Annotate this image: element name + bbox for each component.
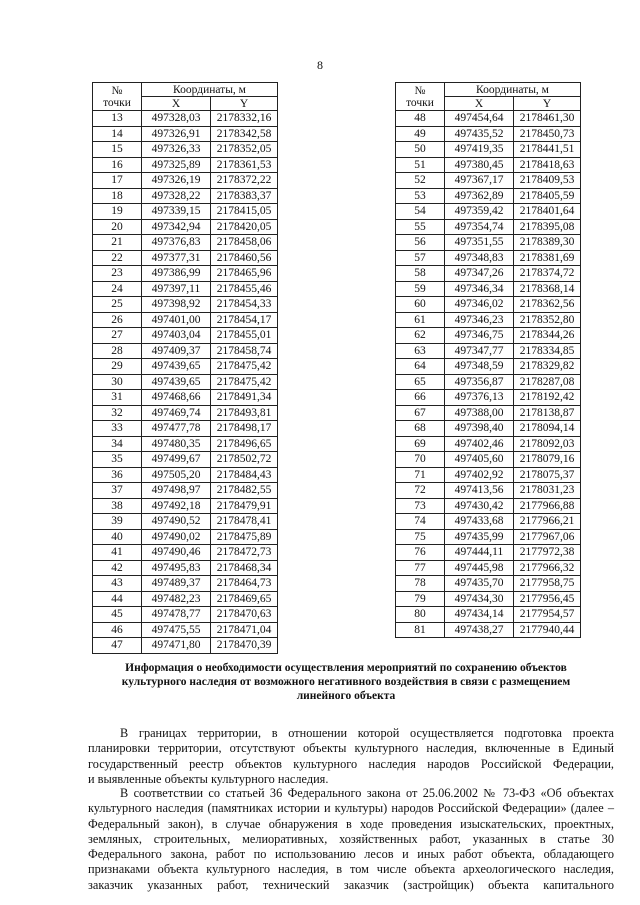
y-coordinate-cell: 2178482,55 bbox=[211, 483, 278, 499]
y-coordinate-cell: 2178468,34 bbox=[211, 560, 278, 576]
point-number-cell: 81 bbox=[396, 622, 445, 638]
y-coordinate-cell: 2178383,37 bbox=[211, 188, 278, 204]
y-coordinate-cell: 2177966,88 bbox=[514, 498, 581, 514]
x-coordinate-cell: 497477,78 bbox=[142, 421, 211, 437]
table-row bbox=[396, 622, 581, 638]
x-coordinate-cell: 497347,26 bbox=[445, 266, 514, 282]
x-coordinate-cell: 497351,55 bbox=[445, 235, 514, 251]
y-coordinate-cell: 2178395,08 bbox=[514, 219, 581, 235]
x-coordinate-cell: 497405,60 bbox=[445, 452, 514, 468]
point-number-cell: 24 bbox=[93, 281, 142, 297]
y-coordinate-cell: 2177967,06 bbox=[514, 529, 581, 545]
point-number-cell: 43 bbox=[93, 576, 142, 592]
table-row bbox=[93, 483, 278, 499]
point-number-cell: 79 bbox=[396, 591, 445, 607]
x-coordinate-cell: 497356,87 bbox=[445, 374, 514, 390]
x-coordinate-cell: 497490,02 bbox=[142, 529, 211, 545]
point-number-cell: 21 bbox=[93, 235, 142, 251]
y-coordinate-cell: 2178401,64 bbox=[514, 204, 581, 220]
table-row bbox=[396, 281, 581, 297]
y-coordinate-cell: 2178465,96 bbox=[211, 266, 278, 282]
x-coordinate-cell: 497377,31 bbox=[142, 250, 211, 266]
point-number-cell: 69 bbox=[396, 436, 445, 452]
y-coordinate-cell: 2178138,87 bbox=[514, 405, 581, 421]
y-coordinate-cell: 2178332,16 bbox=[211, 111, 278, 127]
y-coordinate-cell: 2177954,57 bbox=[514, 607, 581, 623]
x-coordinate-cell: 497489,37 bbox=[142, 576, 211, 592]
table-row bbox=[396, 266, 581, 282]
y-coordinate-cell: 2178479,91 bbox=[211, 498, 278, 514]
table-row bbox=[396, 529, 581, 545]
point-number-cell: 38 bbox=[93, 498, 142, 514]
table-row bbox=[93, 111, 278, 127]
x-coordinate-cell: 497430,42 bbox=[445, 498, 514, 514]
y-coordinate-cell: 2178368,14 bbox=[514, 281, 581, 297]
point-number-cell: 40 bbox=[93, 529, 142, 545]
table-row bbox=[396, 343, 581, 359]
y-coordinate-cell: 2178475,89 bbox=[211, 529, 278, 545]
y-coordinate-cell: 2178464,73 bbox=[211, 576, 278, 592]
x-coordinate-cell: 497435,52 bbox=[445, 126, 514, 142]
y-coordinate-cell: 2178075,37 bbox=[514, 467, 581, 483]
point-number-cell: 56 bbox=[396, 235, 445, 251]
table-row bbox=[93, 359, 278, 375]
x-coordinate-cell: 497505,20 bbox=[142, 467, 211, 483]
y-coordinate-cell: 2177958,75 bbox=[514, 576, 581, 592]
header-point-number: № точки bbox=[93, 83, 142, 111]
x-coordinate-cell: 497482,23 bbox=[142, 591, 211, 607]
y-coordinate-cell: 2178461,30 bbox=[514, 111, 581, 127]
table-row bbox=[396, 390, 581, 406]
y-coordinate-cell: 2178031,23 bbox=[514, 483, 581, 499]
table-row bbox=[93, 188, 278, 204]
table-row bbox=[93, 173, 278, 189]
y-coordinate-cell: 2177966,32 bbox=[514, 560, 581, 576]
table-row bbox=[93, 374, 278, 390]
y-coordinate-cell: 2178498,17 bbox=[211, 421, 278, 437]
table-row bbox=[396, 188, 581, 204]
table-row bbox=[396, 235, 581, 251]
point-number-cell: 49 bbox=[396, 126, 445, 142]
table-row bbox=[93, 529, 278, 545]
y-coordinate-cell: 2178472,73 bbox=[211, 545, 278, 561]
x-coordinate-cell: 497498,97 bbox=[142, 483, 211, 499]
table-row bbox=[93, 297, 278, 313]
table-row bbox=[93, 219, 278, 235]
point-number-cell: 59 bbox=[396, 281, 445, 297]
x-coordinate-cell: 497386,99 bbox=[142, 266, 211, 282]
x-coordinate-cell: 497402,92 bbox=[445, 467, 514, 483]
point-number-cell: 16 bbox=[93, 157, 142, 173]
y-coordinate-cell: 2178409,53 bbox=[514, 173, 581, 189]
x-coordinate-cell: 497468,66 bbox=[142, 390, 211, 406]
table-row bbox=[93, 343, 278, 359]
y-coordinate-cell: 2177972,38 bbox=[514, 545, 581, 561]
table-row bbox=[396, 560, 581, 576]
x-coordinate-cell: 497326,91 bbox=[142, 126, 211, 142]
point-number-cell: 20 bbox=[93, 219, 142, 235]
point-number-cell: 65 bbox=[396, 374, 445, 390]
y-coordinate-cell: 2178342,58 bbox=[211, 126, 278, 142]
point-number-cell: 33 bbox=[93, 421, 142, 437]
table-row bbox=[396, 607, 581, 623]
x-coordinate-cell: 497445,98 bbox=[445, 560, 514, 576]
y-coordinate-cell: 2177966,21 bbox=[514, 514, 581, 530]
x-coordinate-cell: 497490,46 bbox=[142, 545, 211, 561]
table-row bbox=[93, 607, 278, 623]
point-number-cell: 30 bbox=[93, 374, 142, 390]
point-number-cell: 42 bbox=[93, 560, 142, 576]
paragraph-cultural-heritage-absent: В границах территории, в отношении которой осуществляется подготовка проекта планировки территории, отсутствуют объекты культурного наследия, включенные в Единый государственный реестр объектов культурного наследия народов Российской Федерации, и выявленные объекты культурного наследия. bbox=[88, 726, 614, 786]
point-number-cell: 47 bbox=[93, 638, 142, 654]
point-number-cell: 75 bbox=[396, 529, 445, 545]
table-row bbox=[93, 235, 278, 251]
table-row bbox=[396, 421, 581, 437]
y-coordinate-cell: 2178470,63 bbox=[211, 607, 278, 623]
point-number-cell: 31 bbox=[93, 390, 142, 406]
point-number-cell: 74 bbox=[396, 514, 445, 530]
table-row bbox=[396, 219, 581, 235]
point-number-cell: 50 bbox=[396, 142, 445, 158]
table-row bbox=[396, 498, 581, 514]
table-row bbox=[396, 142, 581, 158]
table-row bbox=[396, 514, 581, 530]
x-coordinate-cell: 497362,89 bbox=[445, 188, 514, 204]
x-coordinate-cell: 497397,11 bbox=[142, 281, 211, 297]
x-coordinate-cell: 497325,89 bbox=[142, 157, 211, 173]
x-coordinate-cell: 497438,27 bbox=[445, 622, 514, 638]
y-coordinate-cell: 2178471,04 bbox=[211, 622, 278, 638]
table-row bbox=[93, 405, 278, 421]
x-coordinate-cell: 497439,65 bbox=[142, 374, 211, 390]
table-row bbox=[396, 545, 581, 561]
table-row bbox=[396, 374, 581, 390]
table-row bbox=[93, 622, 278, 638]
point-number-cell: 15 bbox=[93, 142, 142, 158]
point-number-cell: 76 bbox=[396, 545, 445, 561]
point-number-cell: 80 bbox=[396, 607, 445, 623]
point-number-cell: 46 bbox=[93, 622, 142, 638]
table-row bbox=[93, 514, 278, 530]
x-coordinate-cell: 497354,74 bbox=[445, 219, 514, 235]
point-number-cell: 71 bbox=[396, 467, 445, 483]
point-number-cell: 37 bbox=[93, 483, 142, 499]
y-coordinate-cell: 2178420,05 bbox=[211, 219, 278, 235]
x-coordinate-cell: 497398,92 bbox=[142, 297, 211, 313]
point-number-cell: 73 bbox=[396, 498, 445, 514]
x-coordinate-cell: 497367,17 bbox=[445, 173, 514, 189]
table-row bbox=[396, 126, 581, 142]
point-number-cell: 32 bbox=[93, 405, 142, 421]
x-coordinate-cell: 497346,23 bbox=[445, 312, 514, 328]
point-number-cell: 78 bbox=[396, 576, 445, 592]
x-coordinate-cell: 497413,56 bbox=[445, 483, 514, 499]
y-coordinate-cell: 2177956,45 bbox=[514, 591, 581, 607]
x-coordinate-cell: 497434,14 bbox=[445, 607, 514, 623]
section-title: Информация о необходимости осуществления мероприятий по сохранению объектов культурного наследия от возможного негативного воздействия в связи с размещением линейного объекта bbox=[121, 662, 571, 702]
y-coordinate-cell: 2178415,05 bbox=[211, 204, 278, 220]
y-coordinate-cell: 2178094,14 bbox=[514, 421, 581, 437]
y-coordinate-cell: 2178454,17 bbox=[211, 312, 278, 328]
point-number-cell: 48 bbox=[396, 111, 445, 127]
point-number-cell: 25 bbox=[93, 297, 142, 313]
table-row bbox=[396, 328, 581, 344]
point-number-cell: 41 bbox=[93, 545, 142, 561]
x-coordinate-cell: 497348,59 bbox=[445, 359, 514, 375]
point-number-cell: 55 bbox=[396, 219, 445, 235]
point-number-cell: 27 bbox=[93, 328, 142, 344]
table-row bbox=[93, 157, 278, 173]
x-coordinate-cell: 497398,40 bbox=[445, 421, 514, 437]
x-coordinate-cell: 497326,33 bbox=[142, 142, 211, 158]
header-coordinates: Координаты, м bbox=[142, 83, 278, 97]
coordinates-table-right bbox=[395, 82, 581, 638]
y-coordinate-cell: 2178192,42 bbox=[514, 390, 581, 406]
point-number-cell: 58 bbox=[396, 266, 445, 282]
table-row bbox=[93, 638, 278, 654]
table-row bbox=[396, 312, 581, 328]
point-number-cell: 19 bbox=[93, 204, 142, 220]
point-number-cell: 77 bbox=[396, 560, 445, 576]
point-number-cell: 72 bbox=[396, 483, 445, 499]
point-number-cell: 57 bbox=[396, 250, 445, 266]
header-point-number: № точки bbox=[396, 83, 445, 111]
table-row bbox=[396, 297, 581, 313]
table-row bbox=[396, 591, 581, 607]
x-coordinate-cell: 497409,37 bbox=[142, 343, 211, 359]
x-coordinate-cell: 497347,77 bbox=[445, 343, 514, 359]
table-row bbox=[93, 312, 278, 328]
table-row bbox=[93, 281, 278, 297]
y-coordinate-cell: 2178458,06 bbox=[211, 235, 278, 251]
y-coordinate-cell: 2178450,73 bbox=[514, 126, 581, 142]
y-coordinate-cell: 2178352,05 bbox=[211, 142, 278, 158]
x-coordinate-cell: 497419,35 bbox=[445, 142, 514, 158]
y-coordinate-cell: 2178361,53 bbox=[211, 157, 278, 173]
x-coordinate-cell: 497328,22 bbox=[142, 188, 211, 204]
x-coordinate-cell: 497475,55 bbox=[142, 622, 211, 638]
x-coordinate-cell: 497402,46 bbox=[445, 436, 514, 452]
x-coordinate-cell: 497359,42 bbox=[445, 204, 514, 220]
point-number-cell: 66 bbox=[396, 390, 445, 406]
table-row bbox=[93, 266, 278, 282]
point-number-cell: 45 bbox=[93, 607, 142, 623]
x-coordinate-cell: 497388,00 bbox=[445, 405, 514, 421]
point-number-cell: 18 bbox=[93, 188, 142, 204]
y-coordinate-cell: 2178287,08 bbox=[514, 374, 581, 390]
point-number-cell: 51 bbox=[396, 157, 445, 173]
table-row bbox=[396, 405, 581, 421]
header-y: Y bbox=[211, 97, 278, 111]
y-coordinate-cell: 2178475,42 bbox=[211, 374, 278, 390]
y-coordinate-cell: 2178455,46 bbox=[211, 281, 278, 297]
y-coordinate-cell: 2178493,81 bbox=[211, 405, 278, 421]
point-number-cell: 70 bbox=[396, 452, 445, 468]
table-row bbox=[93, 436, 278, 452]
y-coordinate-cell: 2178502,72 bbox=[211, 452, 278, 468]
point-number-cell: 34 bbox=[93, 436, 142, 452]
point-number-cell: 61 bbox=[396, 312, 445, 328]
x-coordinate-cell: 497401,00 bbox=[142, 312, 211, 328]
table-row bbox=[396, 250, 581, 266]
x-coordinate-cell: 497454,64 bbox=[445, 111, 514, 127]
x-coordinate-cell: 497490,52 bbox=[142, 514, 211, 530]
y-coordinate-cell: 2177940,44 bbox=[514, 622, 581, 638]
point-number-cell: 67 bbox=[396, 405, 445, 421]
x-coordinate-cell: 497435,70 bbox=[445, 576, 514, 592]
x-coordinate-cell: 497478,77 bbox=[142, 607, 211, 623]
table-row bbox=[93, 250, 278, 266]
x-coordinate-cell: 497444,11 bbox=[445, 545, 514, 561]
y-coordinate-cell: 2178362,56 bbox=[514, 297, 581, 313]
table-row bbox=[93, 204, 278, 220]
header-y: Y bbox=[514, 97, 581, 111]
x-coordinate-cell: 497433,68 bbox=[445, 514, 514, 530]
table-row bbox=[396, 204, 581, 220]
table-row bbox=[93, 421, 278, 437]
y-coordinate-cell: 2178329,82 bbox=[514, 359, 581, 375]
x-coordinate-cell: 497339,15 bbox=[142, 204, 211, 220]
table-row bbox=[93, 390, 278, 406]
header-x: X bbox=[445, 97, 514, 111]
point-number-cell: 26 bbox=[93, 312, 142, 328]
y-coordinate-cell: 2178460,56 bbox=[211, 250, 278, 266]
y-coordinate-cell: 2178441,51 bbox=[514, 142, 581, 158]
table-row bbox=[93, 591, 278, 607]
x-coordinate-cell: 497403,04 bbox=[142, 328, 211, 344]
point-number-cell: 17 bbox=[93, 173, 142, 189]
point-number-cell: 39 bbox=[93, 514, 142, 530]
point-number-cell: 52 bbox=[396, 173, 445, 189]
coordinates-table-left bbox=[92, 82, 278, 654]
x-coordinate-cell: 497435,99 bbox=[445, 529, 514, 545]
y-coordinate-cell: 2178470,39 bbox=[211, 638, 278, 654]
table-row bbox=[396, 173, 581, 189]
table-row bbox=[396, 111, 581, 127]
x-coordinate-cell: 497495,83 bbox=[142, 560, 211, 576]
y-coordinate-cell: 2178389,30 bbox=[514, 235, 581, 251]
y-coordinate-cell: 2178372,22 bbox=[211, 173, 278, 189]
point-number-cell: 62 bbox=[396, 328, 445, 344]
table-row bbox=[93, 576, 278, 592]
y-coordinate-cell: 2178092,03 bbox=[514, 436, 581, 452]
table-row bbox=[396, 157, 581, 173]
x-coordinate-cell: 497328,03 bbox=[142, 111, 211, 127]
point-number-cell: 64 bbox=[396, 359, 445, 375]
y-coordinate-cell: 2178418,63 bbox=[514, 157, 581, 173]
table-row bbox=[93, 328, 278, 344]
x-coordinate-cell: 497376,13 bbox=[445, 390, 514, 406]
point-number-cell: 54 bbox=[396, 204, 445, 220]
y-coordinate-cell: 2178496,65 bbox=[211, 436, 278, 452]
y-coordinate-cell: 2178475,42 bbox=[211, 359, 278, 375]
point-number-cell: 23 bbox=[93, 266, 142, 282]
x-coordinate-cell: 497326,19 bbox=[142, 173, 211, 189]
point-number-cell: 68 bbox=[396, 421, 445, 437]
table-row bbox=[93, 126, 278, 142]
y-coordinate-cell: 2178334,85 bbox=[514, 343, 581, 359]
y-coordinate-cell: 2178352,80 bbox=[514, 312, 581, 328]
y-coordinate-cell: 2178484,43 bbox=[211, 467, 278, 483]
paragraph-federal-law-article-36: В соответствии со статьей 36 Федерального закона от 25.06.2002 № 73-ФЗ «Об объектах культурного наследия (памятниках истории и культуры) народов Российской Федерации» (далее – Федеральный закон), в случае обнаружения в ходе проведения изыскательских, проектных, земляных, строительных, мелиоративных, хозяйственных работ, указанных в статье 30 Федерального закона, работ по использованию лесов и иных работ объекта, обладающего признаками объекта культурного наследия, в том числе объекта археологического наследия, заказчик указанных работ, технический заказчик (застройщик) объекта капитального bbox=[88, 786, 614, 892]
point-number-cell: 13 bbox=[93, 111, 142, 127]
x-coordinate-cell: 497492,18 bbox=[142, 498, 211, 514]
x-coordinate-cell: 497346,02 bbox=[445, 297, 514, 313]
table-row bbox=[396, 436, 581, 452]
x-coordinate-cell: 497342,94 bbox=[142, 219, 211, 235]
y-coordinate-cell: 2178381,69 bbox=[514, 250, 581, 266]
point-number-cell: 22 bbox=[93, 250, 142, 266]
header-x: X bbox=[142, 97, 211, 111]
point-number-cell: 36 bbox=[93, 467, 142, 483]
table-row bbox=[93, 545, 278, 561]
point-number-cell: 29 bbox=[93, 359, 142, 375]
y-coordinate-cell: 2178491,34 bbox=[211, 390, 278, 406]
point-number-cell: 28 bbox=[93, 343, 142, 359]
y-coordinate-cell: 2178374,72 bbox=[514, 266, 581, 282]
point-number-cell: 53 bbox=[396, 188, 445, 204]
y-coordinate-cell: 2178405,59 bbox=[514, 188, 581, 204]
table-row bbox=[396, 467, 581, 483]
point-number-cell: 35 bbox=[93, 452, 142, 468]
y-coordinate-cell: 2178455,01 bbox=[211, 328, 278, 344]
y-coordinate-cell: 2178344,26 bbox=[514, 328, 581, 344]
x-coordinate-cell: 497499,67 bbox=[142, 452, 211, 468]
table-row bbox=[93, 467, 278, 483]
header-coordinates: Координаты, м bbox=[445, 83, 581, 97]
table-row bbox=[93, 142, 278, 158]
point-number-cell: 60 bbox=[396, 297, 445, 313]
table-row bbox=[93, 560, 278, 576]
point-number-cell: 14 bbox=[93, 126, 142, 142]
x-coordinate-cell: 497469,74 bbox=[142, 405, 211, 421]
y-coordinate-cell: 2178458,74 bbox=[211, 343, 278, 359]
x-coordinate-cell: 497480,35 bbox=[142, 436, 211, 452]
page-number: 8 bbox=[317, 58, 323, 72]
y-coordinate-cell: 2178469,65 bbox=[211, 591, 278, 607]
point-number-cell: 44 bbox=[93, 591, 142, 607]
x-coordinate-cell: 497471,80 bbox=[142, 638, 211, 654]
x-coordinate-cell: 497380,45 bbox=[445, 157, 514, 173]
table-row bbox=[396, 452, 581, 468]
x-coordinate-cell: 497434,30 bbox=[445, 591, 514, 607]
table-row bbox=[396, 576, 581, 592]
x-coordinate-cell: 497346,75 bbox=[445, 328, 514, 344]
table-row bbox=[396, 483, 581, 499]
x-coordinate-cell: 497376,83 bbox=[142, 235, 211, 251]
x-coordinate-cell: 497348,83 bbox=[445, 250, 514, 266]
point-number-cell: 63 bbox=[396, 343, 445, 359]
x-coordinate-cell: 497439,65 bbox=[142, 359, 211, 375]
y-coordinate-cell: 2178478,41 bbox=[211, 514, 278, 530]
table-row bbox=[93, 498, 278, 514]
x-coordinate-cell: 497346,34 bbox=[445, 281, 514, 297]
y-coordinate-cell: 2178454,33 bbox=[211, 297, 278, 313]
y-coordinate-cell: 2178079,16 bbox=[514, 452, 581, 468]
table-row bbox=[93, 452, 278, 468]
table-row bbox=[396, 359, 581, 375]
